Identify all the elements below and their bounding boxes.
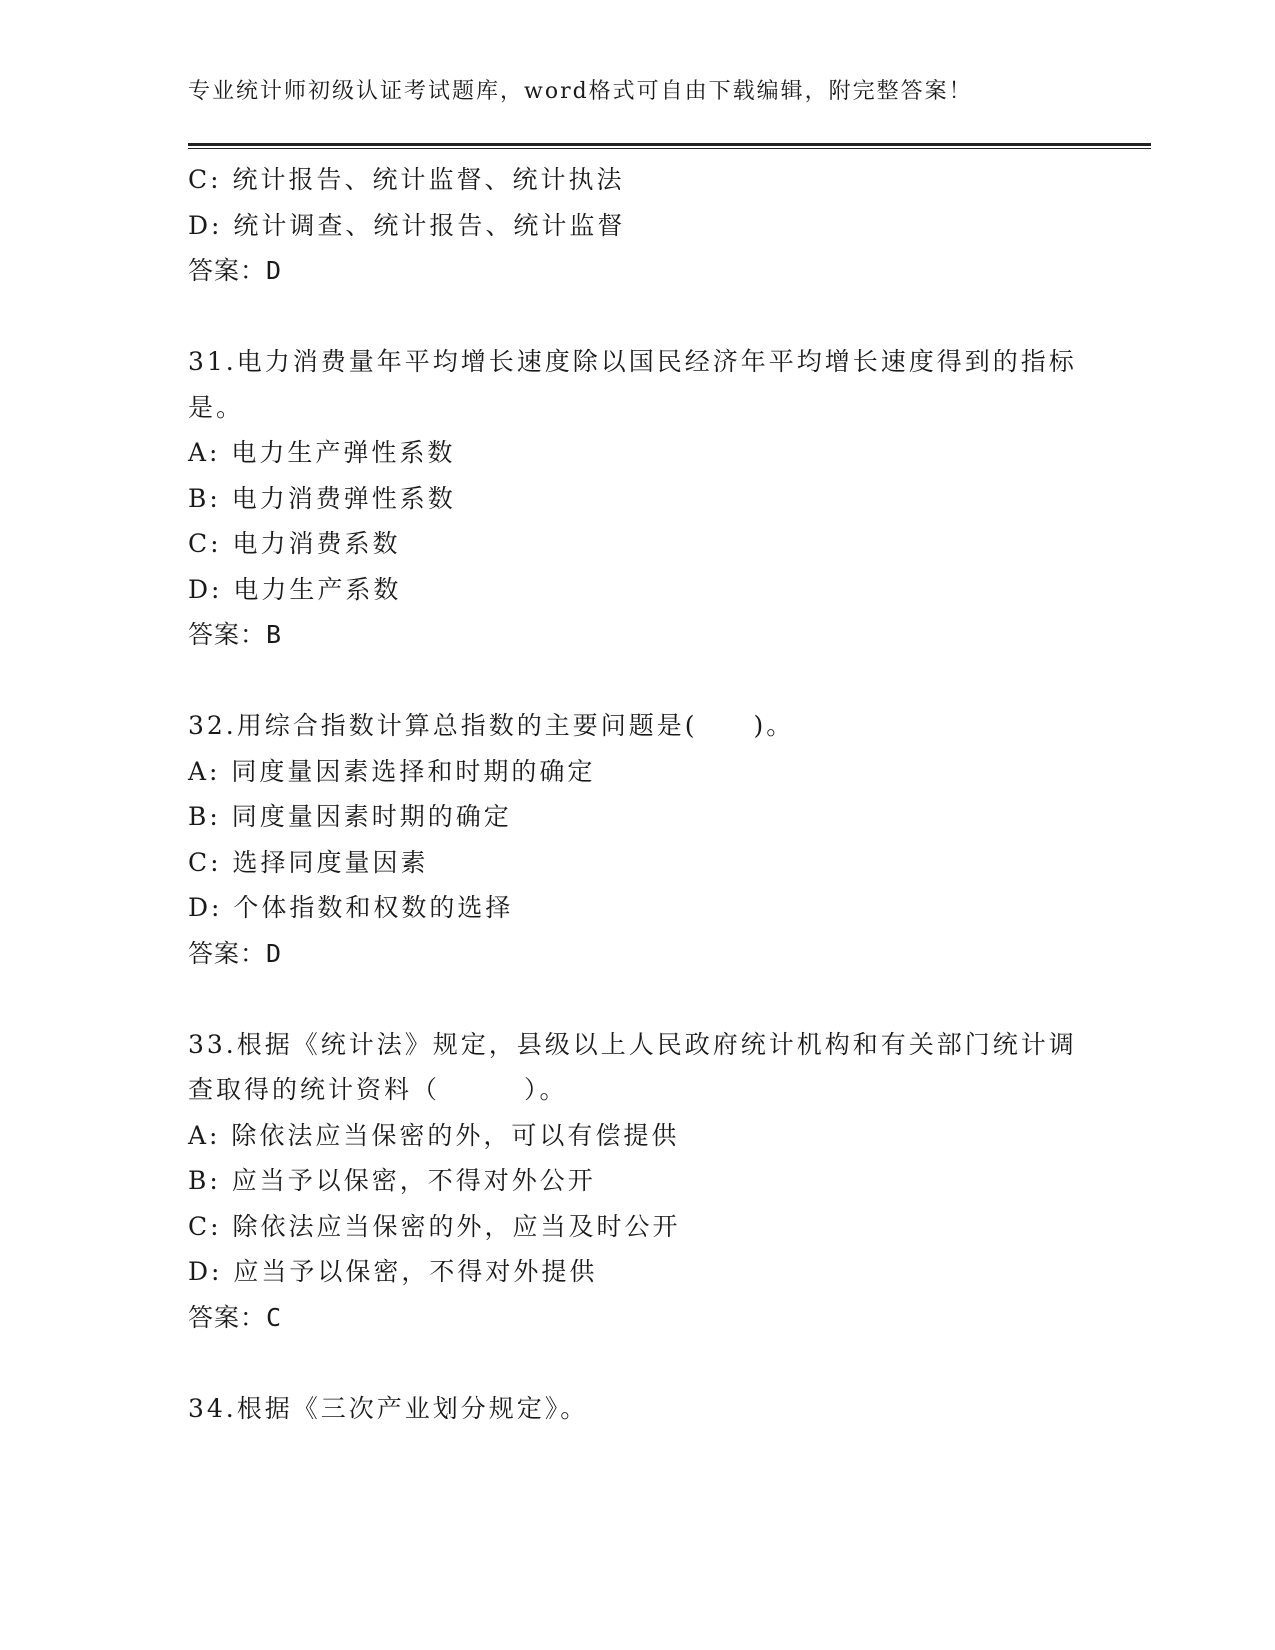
option-b: B: 电力消费弹性系数 xyxy=(188,483,456,513)
option-a: A: 电力生产弹性系数 xyxy=(188,438,456,467)
answer: 答案：B xyxy=(188,620,283,649)
answer: 答案：D xyxy=(188,256,283,285)
question-text: 33.根据《统计法》规定，县级以上人民政府统计机构和有关部门统计调查取得的统计资料（ ）。 xyxy=(188,1029,1077,1104)
option-c: C: 电力消费系数 xyxy=(188,529,401,558)
question-block xyxy=(188,157,1088,294)
answer: 答案：C xyxy=(188,1302,283,1332)
option-c: C: 统计报告、统计监督、统计执法 xyxy=(188,165,625,194)
option-c: C: 除依法应当保密的外，应当及时公开 xyxy=(188,1211,681,1241)
option-a: A: 同度量因素选择和时期的确定 xyxy=(188,756,596,786)
option-d: D: 个体指数和权数的选择 xyxy=(188,893,514,922)
header-rule xyxy=(188,143,1151,149)
question-list xyxy=(188,157,1088,1431)
question-block xyxy=(188,1386,1088,1432)
page-header: 专业统计师初级认证考试题库，word格式可自由下载编辑，附完整答案！ xyxy=(188,79,973,104)
question-text: 31.电力消费量年平均增长速度除以国民经济年平均增长速度得到的指标是。 xyxy=(188,347,1077,422)
question-text: 34.根据《三次产业划分规定》。 xyxy=(188,1393,589,1423)
question-block xyxy=(188,339,1088,658)
answer: 答案：D xyxy=(188,938,283,968)
option-d: D: 应当予以保密，不得对外提供 xyxy=(188,1257,598,1286)
question-text: 32.用综合指数计算总指数的主要问题是( )。 xyxy=(188,711,795,740)
option-b: B: 同度量因素时期的确定 xyxy=(188,802,512,831)
option-d: D: 电力生产系数 xyxy=(188,574,402,604)
question-block xyxy=(188,1022,1088,1341)
option-b: B: 应当予以保密，不得对外公开 xyxy=(188,1166,596,1195)
option-c: C: 选择同度量因素 xyxy=(188,847,429,877)
question-block xyxy=(188,703,1088,976)
option-a: A: 除依法应当保密的外，可以有偿提供 xyxy=(188,1120,680,1150)
option-d: D: 统计调查、统计报告、统计监督 xyxy=(188,210,626,240)
